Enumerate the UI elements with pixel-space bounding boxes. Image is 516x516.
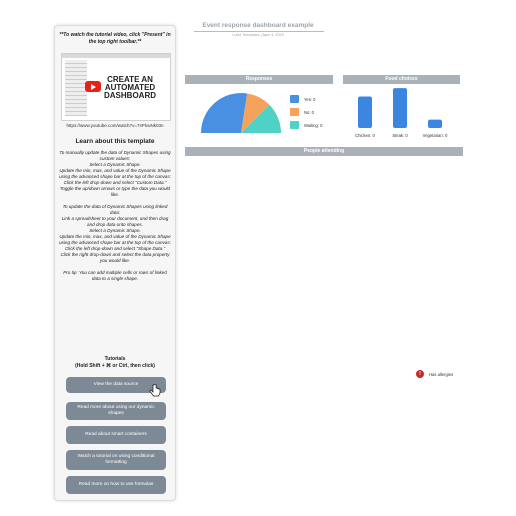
- play-icon[interactable]: [85, 81, 101, 92]
- smart-containers-button[interactable]: Read about smart containers: [66, 426, 166, 444]
- allergy-label: Has allergies: [429, 371, 454, 377]
- bar-vegetarian: [428, 120, 442, 128]
- pie-slice-yes: [201, 93, 247, 133]
- people-attending-header: People attending: [185, 147, 463, 156]
- legend-waiting: [290, 121, 322, 129]
- video-headline: CREATE AN AUTOMATED DASHBOARD: [104, 75, 156, 100]
- food-label-vegetarian: Vegetarian: 0: [422, 133, 448, 138]
- instructions: [59, 150, 171, 288]
- dashboard-title: Event response dashboard example: [202, 22, 314, 29]
- instructions-pro-tip: Pro tip: You can add multiple cells or rows of linked data to a single shape.: [63, 270, 167, 281]
- video-thumbnail[interactable]: [61, 53, 171, 121]
- legend-yes-swatch: [290, 95, 299, 103]
- responses-header: Responses: [185, 75, 333, 84]
- allergy-icon: !: [416, 370, 424, 378]
- legend-no-swatch: [290, 108, 299, 116]
- conditional-formatting-button[interactable]: Watch a tutorial on using conditional formatting: [66, 450, 166, 470]
- video-url[interactable]: https://www.youtube.com/watch?v=7sPlvuNk03n: [66, 123, 164, 128]
- view-data-source-button[interactable]: View the data source: [66, 377, 166, 393]
- food-label-chicken: Chicken: 0: [355, 133, 375, 138]
- thumbnail-sidebar: [65, 60, 87, 116]
- legend-waiting-label: Waiting: 0: [304, 122, 323, 128]
- legend-no-label: No: 0: [304, 109, 315, 115]
- legend-yes-label: Yes: 0: [304, 96, 316, 102]
- legend-yes: [290, 95, 316, 103]
- legend-no: [290, 108, 314, 116]
- allergy-legend: [416, 370, 453, 378]
- instructions-manual: To manually update the data of Dynamic Shapes using custom values: Select a Dynamic Shape. Update the min, max, and value of the Dynamic Shape using the advanced shape bar at the top of the canvas: Click the left drop-down and select "Custom Data." Toggle the up/down arrows or type the data you would like.: [59, 150, 171, 197]
- instructions-linked: To update the data of Dynamic Shapes using linked data: Link a spreadsheet to your document, and then drag and drop data onto shapes. Select a Dynamic Shape. Update the min, max, and value of the Dynamic Shape using the advanced shape bar at the top of the canvas: Click the left drop-down and select "Shape Data." Click the right drop-down and select the data property you would like.: [59, 204, 171, 263]
- tutorials-heading: Tutorials (Hold Shift + ⌘ or Ctrl, then click): [75, 356, 155, 369]
- bar-steak: [393, 88, 407, 128]
- learn-title: Learn about this template: [75, 138, 155, 145]
- food-label-steak: Steak: 0: [392, 133, 408, 138]
- tutorial-note: **To watch the tutorial video, click "Present" in the top right toolbar.**: [59, 32, 171, 45]
- instruction-panel: [54, 25, 176, 501]
- hand-cursor-icon: [148, 384, 162, 398]
- legend-waiting-swatch: [290, 121, 299, 129]
- food-choices-chart: [350, 86, 454, 130]
- formulas-button[interactable]: Read more on how to use formulas: [66, 476, 166, 494]
- bar-chicken: [358, 97, 372, 129]
- responses-chart: [198, 90, 284, 136]
- dynamic-shapes-button[interactable]: Read more about using our dynamic shapes: [66, 402, 166, 420]
- title-divider: [194, 31, 324, 32]
- dashboard-subtitle: Lucid Templates | April 4, 2023: [232, 33, 284, 37]
- thumbnail-toolbar: [62, 54, 170, 58]
- food-choices-header: Food choices: [343, 75, 460, 84]
